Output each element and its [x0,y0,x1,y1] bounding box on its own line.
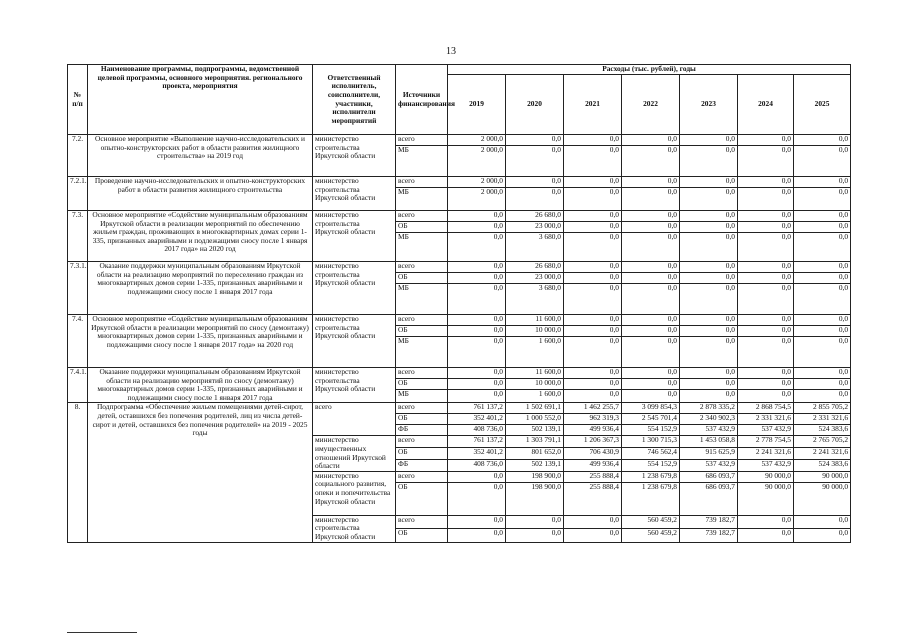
row-value: 0,0 [622,211,680,222]
row-number: 7.2.1. [68,177,88,211]
row-value: 0,0 [564,529,622,542]
row-value: 0,0 [622,262,680,273]
row-value: 408 736,0 [448,459,506,471]
row-responsible: всего [313,403,396,436]
page-number: 13 [446,46,456,57]
row-value: 0,0 [794,515,851,528]
row-value: 1 502 691,1 [506,403,564,414]
row-value: 0,0 [622,368,680,379]
row-source: всего [396,135,448,146]
row-value: 255 888,4 [564,471,622,482]
row-value: 0,0 [794,379,851,390]
row-value: 0,0 [738,188,794,211]
row-value: 0,0 [738,284,794,315]
row-value: 524 383,6 [794,459,851,471]
row-responsible: министерство строительства Иркутской области [313,135,396,177]
row-value: 2 000,0 [448,135,506,146]
row-value: 761 137,2 [448,403,506,414]
row-value: 0,0 [738,379,794,390]
row-value: 706 430,9 [564,448,622,460]
row-value: 352 401,2 [448,414,506,425]
row-value: 0,0 [794,337,851,368]
row-value: 0,0 [564,146,622,177]
row-value: 90 000,0 [738,471,794,482]
row-value: 0,0 [794,146,851,177]
row-value: 0,0 [680,326,738,337]
row-value: 255 888,4 [564,482,622,515]
row-value: 0,0 [680,379,738,390]
row-value: 0,0 [680,262,738,273]
row-name: Основное мероприятие «Содействие муниципальным образованиям Иркутской области в реализации мероприятий по обеспечению жильем граждан, проживающих в многоквартирных домах серии 1-335, признанных аварийными и подлежащими сносу после 1 января 2017 года» на 2020 год [88,211,313,262]
row-value: 0,0 [794,135,851,146]
row-value: 11 600,0 [506,315,564,326]
header-year: 2019 [448,75,506,135]
row-value: 2 868 754,5 [738,403,794,414]
row-value: 0,0 [680,315,738,326]
footer-line [67,632,137,633]
row-value: 0,0 [564,390,622,403]
row-value: 962 319,3 [564,414,622,425]
row-value: 0,0 [680,177,738,188]
row-value: 0,0 [448,368,506,379]
row-value: 746 562,4 [622,448,680,460]
table-row [68,315,851,326]
row-value: 686 093,7 [680,471,738,482]
row-responsible: министерство строительства Иркутской области [313,262,396,315]
row-value: 2 000,0 [448,146,506,177]
row-value: 0,0 [506,135,564,146]
row-value: 0,0 [448,233,506,262]
table-row [68,211,851,222]
row-value: 502 139,1 [506,459,564,471]
row-value: 739 182,7 [680,515,738,528]
row-value: 0,0 [622,379,680,390]
row-value: 0,0 [564,211,622,222]
row-value: 0,0 [794,315,851,326]
row-value: 0,0 [622,273,680,284]
row-value: 0,0 [564,262,622,273]
header-year: 2020 [506,75,564,135]
row-value: 739 182,7 [680,529,738,542]
row-value: 0,0 [564,326,622,337]
row-value: 499 936,4 [564,459,622,471]
row-value: 537 432,9 [680,459,738,471]
row-value: 2 878 335,2 [680,403,738,414]
row-source: ОБ [396,482,448,515]
row-value: 537 432,9 [680,425,738,436]
row-value: 0,0 [506,529,564,542]
row-source: МБ [396,146,448,177]
row-value: 1 238 679,8 [622,482,680,515]
row-value: 0,0 [506,515,564,528]
row-value: 0,0 [448,515,506,528]
row-value: 26 680,0 [506,262,564,273]
row-responsible: министерство строительства Иркутской области [313,177,396,211]
row-source: всего [396,436,448,448]
row-name: Оказание поддержки муниципальным образованиям Иркутской области на реализацию мероприятий по переселению граждан из многоквартирных домов серии 1-335, признанных аварийными и подлежащими сносу после 1 января 2017 года [88,262,313,315]
row-value: 2 241 321,6 [738,448,794,460]
row-value: 0,0 [564,222,622,233]
row-value: 0,0 [738,177,794,188]
row-value: 0,0 [448,315,506,326]
row-value: 0,0 [622,135,680,146]
row-value: 0,0 [680,222,738,233]
row-value: 0,0 [506,146,564,177]
row-value: 560 459,2 [622,515,680,528]
header-responsible: Ответственный исполнитель, соисполнители, участники, исполнители мероприятий [313,65,396,135]
row-number: 7.4. [68,315,88,368]
row-value: 499 936,4 [564,425,622,436]
row-value: 0,0 [738,368,794,379]
row-value: 0,0 [622,337,680,368]
row-source: ОБ [396,529,448,542]
row-value: 686 093,7 [680,482,738,515]
row-responsible: министерство строительства Иркутской области [313,315,396,368]
row-value: 0,0 [448,529,506,542]
row-value: 0,0 [622,146,680,177]
row-value: 0,0 [564,135,622,146]
row-source: ОБ [396,414,448,425]
row-value: 2 545 701,4 [622,414,680,425]
row-source: МБ [396,390,448,403]
row-value: 0,0 [622,284,680,315]
row-value: 2 331 321,6 [738,414,794,425]
row-value: 537 432,9 [738,425,794,436]
row-name: Оказание поддержки муниципальным образованиям Иркутской области на реализацию мероприятий по сносу (демонтажу) многоквартирных домов серии 1-335, признанных аварийными и подлежащими сносу после 1 января 2017 года [88,368,313,403]
row-value: 408 736,0 [448,425,506,436]
row-source: ОБ [396,379,448,390]
table-row [68,368,851,379]
row-source: всего [396,515,448,528]
row-responsible: министерство имущественных отношений Иркутской области [313,436,396,471]
header-name: Наименование программы, подпрограммы, ведомственной целевой программы, основного мероприятия. регионального проекта, мероприятия [88,65,313,135]
row-value: 761 137,2 [448,436,506,448]
row-value: 2 855 705,2 [794,403,851,414]
row-value: 0,0 [448,262,506,273]
row-value: 0,0 [738,326,794,337]
row-number: 7.3.1. [68,262,88,315]
row-value: 0,0 [564,233,622,262]
row-value: 2 765 705,2 [794,436,851,448]
row-value: 0,0 [506,188,564,211]
row-value: 0,0 [794,177,851,188]
row-number: 7.2. [68,135,88,177]
row-value: 2 000,0 [448,177,506,188]
row-value: 0,0 [680,273,738,284]
row-value: 26 680,0 [506,211,564,222]
row-value: 0,0 [564,379,622,390]
row-source: МБ [396,188,448,211]
row-responsible: министерство строительства Иркутской области [313,368,396,403]
row-value: 90 000,0 [794,482,851,515]
row-value: 3 680,0 [506,233,564,262]
row-value: 0,0 [794,211,851,222]
row-value: 10 000,0 [506,326,564,337]
row-value: 537 432,9 [738,459,794,471]
row-value: 0,0 [680,146,738,177]
row-value: 2 241 321,6 [794,448,851,460]
row-value: 0,0 [680,390,738,403]
row-value: 1 206 367,3 [564,436,622,448]
row-value: 0,0 [794,233,851,262]
row-value: 2 340 902,3 [680,414,738,425]
header-num: № п/п [68,65,88,135]
row-value: 0,0 [506,177,564,188]
row-value: 0,0 [738,222,794,233]
row-value: 0,0 [680,337,738,368]
row-source: всего [396,315,448,326]
row-value: 0,0 [794,284,851,315]
row-responsible: министерство строительства Иркутской области [313,211,396,262]
row-value: 915 625,9 [680,448,738,460]
row-responsible: министерство социального развития, опеки и попечительства Иркутской области [313,471,396,515]
row-value: 1 300 715,3 [622,436,680,448]
row-value: 0,0 [794,390,851,403]
row-value: 1 600,0 [506,390,564,403]
row-value: 0,0 [738,337,794,368]
row-value: 2 331 321,6 [794,414,851,425]
row-value: 1 453 058,8 [680,436,738,448]
row-value: 0,0 [680,211,738,222]
row-value: 2 778 754,5 [738,436,794,448]
row-source: МБ [396,337,448,368]
header-year: 2022 [622,75,680,135]
row-value: 23 000,0 [506,273,564,284]
row-source: ОБ [396,326,448,337]
row-value: 198 900,0 [506,471,564,482]
row-value: 0,0 [794,529,851,542]
row-value: 554 152,9 [622,425,680,436]
table-row [68,177,851,188]
expenses-table [67,64,851,543]
row-source: ОБ [396,273,448,284]
row-value: 3 099 854,3 [622,403,680,414]
row-value: 0,0 [448,211,506,222]
row-value: 0,0 [622,315,680,326]
row-value: 0,0 [680,188,738,211]
row-value: 0,0 [622,233,680,262]
row-value: 352 401,2 [448,448,506,460]
row-source: всего [396,368,448,379]
row-value: 554 152,9 [622,459,680,471]
row-number: 7.4.1. [68,368,88,403]
row-value: 0,0 [564,315,622,326]
row-source: всего [396,211,448,222]
row-name: Основное мероприятие «Содействие муниципальным образованиям Иркутской области в реализации мероприятий по сносу (демонтажу) многоквартирных домов серии 1-335, признанных аварийными и подлежащими сносу после 1 января 2017 года» на 2020 год [88,315,313,368]
row-number: 7.3. [68,211,88,262]
row-value: 0,0 [738,529,794,542]
row-value: 0,0 [448,390,506,403]
row-value: 23 000,0 [506,222,564,233]
row-name: Основное мероприятие «Выполнение научно-исследовательских и опытно-конструкторских работ в области развития жилищного строительства» на 2019 год [88,135,313,177]
row-value: 0,0 [680,284,738,315]
row-value: 1 238 679,8 [622,471,680,482]
header-expenses: Расходы (тыс. рублей), годы [448,65,851,75]
row-name: Проведение научно-исследовательских и опытно-конструкторских работ в области развития жилищного строительства [88,177,313,211]
row-value: 10 000,0 [506,379,564,390]
row-source: всего [396,177,448,188]
row-value: 0,0 [738,135,794,146]
row-value: 0,0 [564,368,622,379]
row-value: 0,0 [622,188,680,211]
row-source: всего [396,471,448,482]
row-value: 1 600,0 [506,337,564,368]
header-year: 2024 [738,75,794,135]
row-value: 502 139,1 [506,425,564,436]
row-number: 8. [68,403,88,542]
row-source: всего [396,262,448,273]
row-responsible: министерство строительства Иркутской области [313,515,396,542]
row-value: 0,0 [738,211,794,222]
row-value: 90 000,0 [794,471,851,482]
row-value: 0,0 [794,262,851,273]
row-value: 0,0 [448,482,506,515]
row-value: 560 459,2 [622,529,680,542]
row-value: 1 000 552,0 [506,414,564,425]
row-value: 0,0 [564,515,622,528]
row-value: 1 303 791,1 [506,436,564,448]
row-value: 0,0 [738,390,794,403]
row-value: 2 000,0 [448,188,506,211]
row-value: 0,0 [448,222,506,233]
row-value: 0,0 [794,326,851,337]
header-source: Источники финансирования [396,65,448,135]
row-value: 0,0 [738,262,794,273]
row-source: ФБ [396,459,448,471]
row-value: 0,0 [738,515,794,528]
row-value: 0,0 [564,177,622,188]
row-value: 0,0 [564,188,622,211]
row-value: 0,0 [448,273,506,284]
row-value: 0,0 [564,337,622,368]
row-value: 0,0 [794,188,851,211]
row-value: 0,0 [738,233,794,262]
row-name: Подпрограмма «Обеспечение жильем помещениями детей-сирот, детей, оставшихся без попечения родителей, лиц из числа детей-сирот и детей, оставшихся без попечения родителей» на 2019 - 2025 годы [88,403,313,542]
table-row [68,262,851,273]
row-value: 0,0 [680,368,738,379]
row-source: МБ [396,284,448,315]
row-value: 0,0 [622,326,680,337]
table-row [68,135,851,146]
row-value: 0,0 [564,284,622,315]
row-value: 0,0 [622,177,680,188]
row-value: 0,0 [622,222,680,233]
row-source: всего [396,403,448,414]
table-row [68,403,851,414]
row-value: 90 000,0 [738,482,794,515]
row-value: 0,0 [738,315,794,326]
row-value: 11 600,0 [506,368,564,379]
row-value: 0,0 [738,273,794,284]
row-value: 0,0 [448,284,506,315]
row-value: 0,0 [794,368,851,379]
row-value: 198 900,0 [506,482,564,515]
row-value: 801 652,0 [506,448,564,460]
row-value: 0,0 [680,135,738,146]
row-value: 0,0 [794,222,851,233]
row-source: ОБ [396,448,448,460]
row-source: ФБ [396,425,448,436]
row-source: ОБ [396,222,448,233]
row-value: 0,0 [448,379,506,390]
row-value: 0,0 [448,471,506,482]
row-value: 0,0 [564,273,622,284]
row-value: 524 383,6 [794,425,851,436]
header-year: 2021 [564,75,622,135]
header-year: 2025 [794,75,851,135]
row-value: 0,0 [794,273,851,284]
row-value: 0,0 [622,390,680,403]
header-year: 2023 [680,75,738,135]
row-value: 1 462 255,7 [564,403,622,414]
row-source: МБ [396,233,448,262]
row-value: 0,0 [738,146,794,177]
row-value: 0,0 [448,326,506,337]
row-value: 3 680,0 [506,284,564,315]
row-value: 0,0 [680,233,738,262]
row-value: 0,0 [448,337,506,368]
